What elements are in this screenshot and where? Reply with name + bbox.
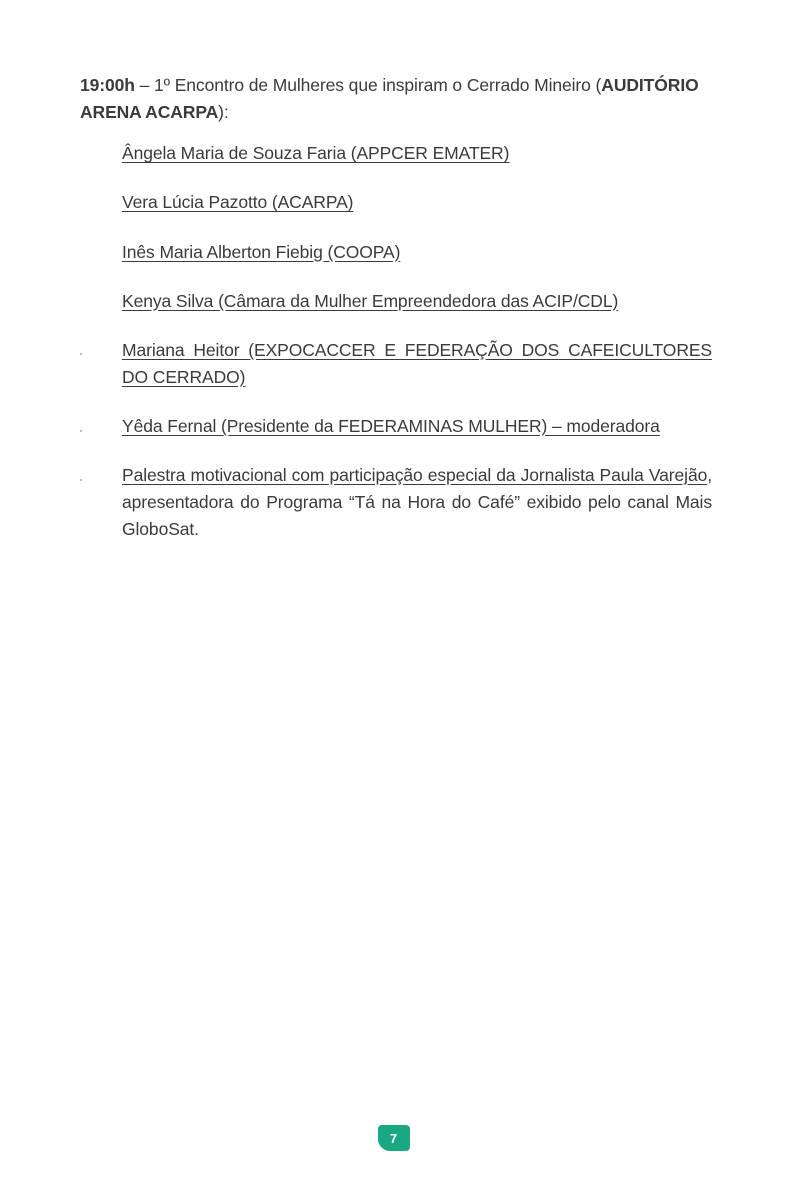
page-number-badge: 7 <box>378 1125 410 1151</box>
speaker-name: Kenya Silva (Câmara da Mulher Empreendedora das ACIP/CDL) <box>122 290 619 311</box>
list-item <box>80 337 712 391</box>
speaker-detail: , apresentadora do Programa “Tá na Hora do Café” exibido pelo canal Mais GloboSat. <box>122 465 712 540</box>
schedule-heading <box>80 72 712 126</box>
speaker-name: Yêda Fernal (Presidente da FEDERAMINAS MULHER) – moderadora <box>122 416 660 436</box>
speaker-name: Vera Lúcia Pazotto (ACARPA) <box>122 192 354 213</box>
list-item <box>80 462 712 543</box>
list-item <box>80 189 712 216</box>
list-item <box>80 140 712 167</box>
schedule-time: 19:00h <box>80 75 135 95</box>
schedule-venue: AUDITÓRIO ARENA ACARPA <box>80 75 699 123</box>
page-content <box>80 72 712 566</box>
bullet-dot-icon <box>80 479 82 481</box>
speakers-list <box>80 140 712 543</box>
bullet-dot-icon <box>80 430 82 432</box>
list-item <box>80 288 712 315</box>
schedule-dash: – <box>134 75 155 95</box>
list-item <box>80 239 712 266</box>
schedule-title-suffix: ): <box>218 102 229 123</box>
speaker-name: Palestra motivacional com participação especial da Jornalista Paula Varejão <box>122 465 708 486</box>
speaker-name: Ângela Maria de Souza Faria (APPCER EMATER) <box>122 143 510 164</box>
schedule-title: 1º Encontro de Mulheres que inspiram o Cerrado Mineiro ( <box>154 75 602 95</box>
speaker-name: Mariana Heitor (EXPOCACCER E FEDERAÇÃO DOS CAFEICULTORES DO CERRADO) <box>122 339 712 387</box>
bullet-dot-icon <box>80 353 82 355</box>
speaker-name: Inês Maria Alberton Fiebig (COOPA) <box>122 241 401 262</box>
list-item <box>80 413 712 440</box>
